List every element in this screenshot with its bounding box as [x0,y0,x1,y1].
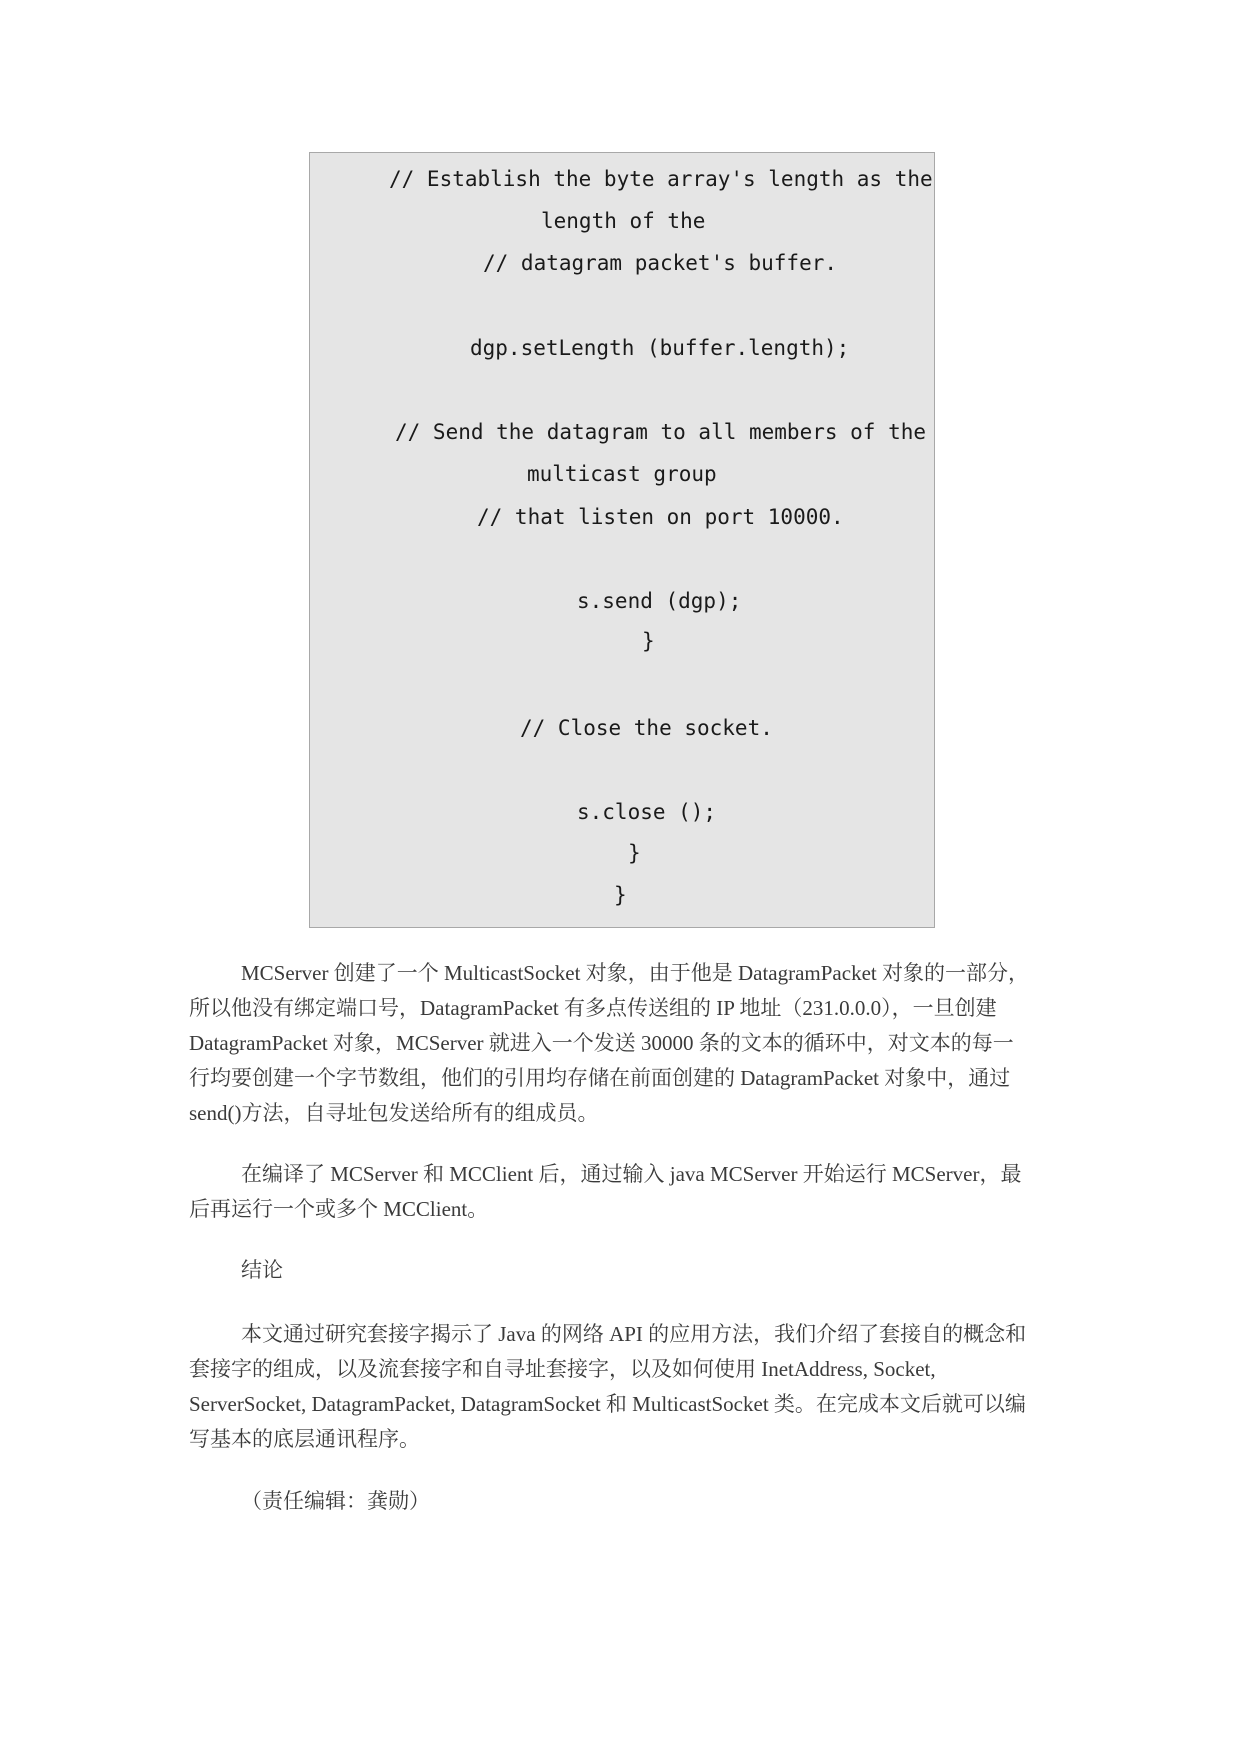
text-line: 后再运行一个或多个 MCClient。 [189,1197,489,1221]
code-comment: // datagram packet's buffer. [483,251,838,275]
code-statement: s.close (); [577,800,717,824]
code-brace: } [628,841,641,865]
text-line: 套接字的组成，以及流套接字和自寻址套接字，以及如何使用 InetAddress, Socket, [189,1357,936,1381]
text-line: 所以他没有绑定端口号，DatagramPacket 有多点传送组的 IP 地址（231.0.0.0），一旦创建 [189,996,997,1020]
paragraph-compile-run [189,1157,1071,1227]
code-comment: // that listen on port 10000. [477,505,844,529]
code-comment: // Send the datagram to all members of the [395,420,927,444]
code-listing [309,152,935,928]
code-comment: multicast group [527,462,717,486]
code-brace: } [614,883,627,907]
code-brace: } [642,629,655,653]
code-comment: // Establish the byte array's length as the [389,167,933,191]
code-statement: s.send (dgp); [577,589,742,613]
code-comment: // Close the socket. [520,716,773,740]
text-line: MCServer 创建了一个 MulticastSocket 对象，由于他是 DatagramPacket 对象的一部分， [241,961,1029,985]
text-line: DatagramPacket 对象，MCServer 就进入一个发送 30000 条的文本的循环中，对文本的每一 [189,1031,1014,1055]
paragraph-mcserver-description [189,956,1071,1131]
text-line: 写基本的底层通讯程序。 [189,1427,420,1451]
paragraph-conclusion [189,1317,1071,1457]
code-comment: length of the [541,209,706,233]
text-line: （责任编辑：龚勋） [241,1489,430,1513]
text-line: send()方法，自寻址包发送给所有的组成员。 [189,1101,599,1125]
text-line: ServerSocket, DatagramPacket, DatagramSocket 和 MulticastSocket 类。在完成本文后就可以编 [189,1392,1026,1416]
editor-credit [189,1484,1071,1519]
section-heading-conclusion [189,1253,1071,1288]
text-line: 本文通过研究套接字揭示了 Java 的网络 API 的应用方法，我们介绍了套接自的概念和 [241,1322,1027,1346]
text-line: 行均要创建一个字节数组，他们的引用均存储在前面创建的 DatagramPacket 对象中，通过 [189,1066,1011,1090]
code-statement: dgp.setLength (buffer.length); [470,336,850,360]
text-line: 在编译了 MCServer 和 MCClient 后，通过输入 java MCServer 开始运行 MCServer，最 [241,1162,1022,1186]
text-line: 结论 [241,1258,283,1282]
